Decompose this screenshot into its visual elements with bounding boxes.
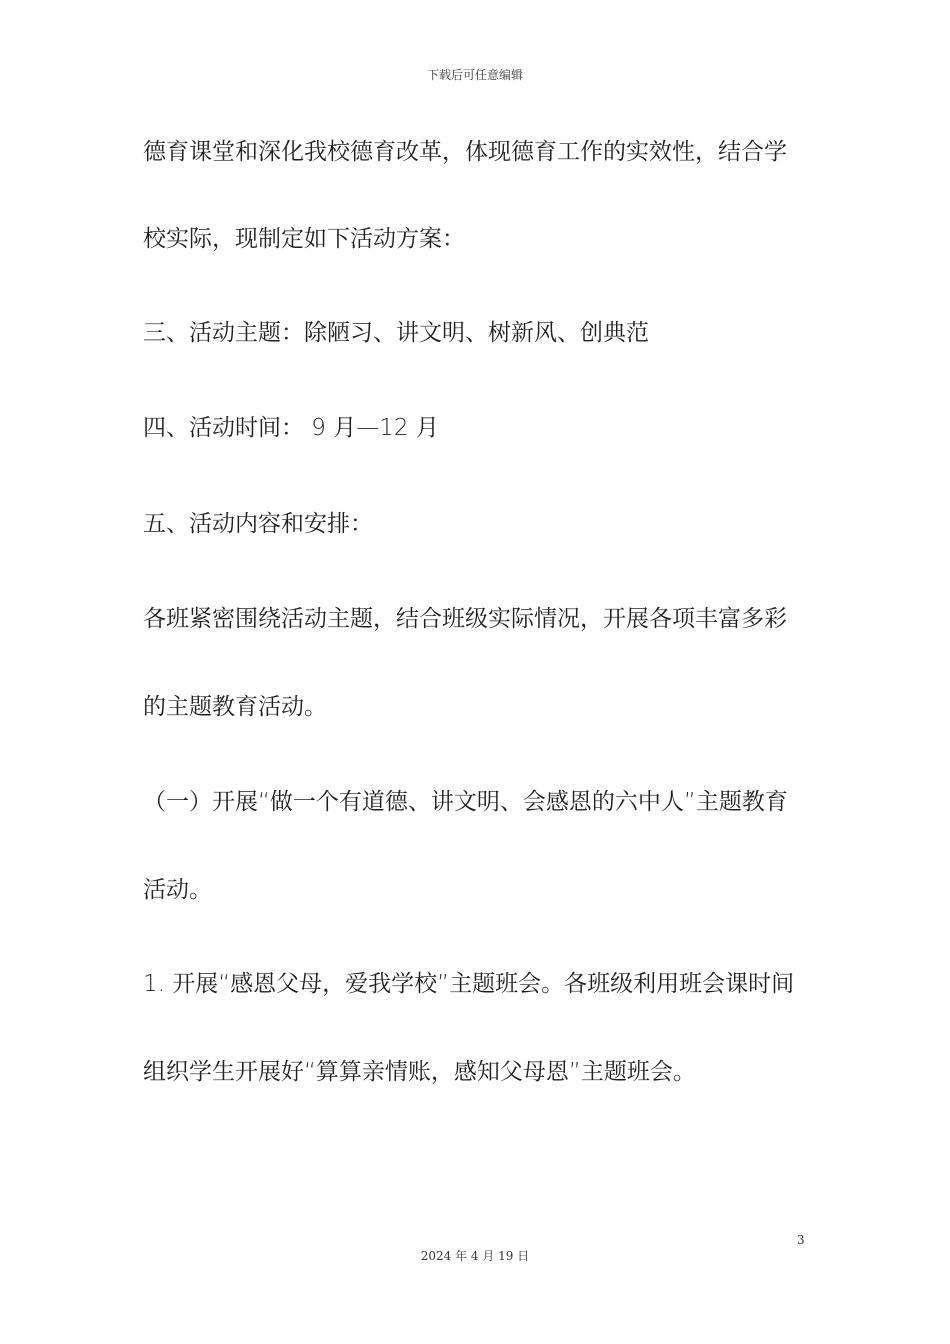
body-line-7: 的主题教育活动。 (143, 694, 327, 720)
body-line-11: 组织学生开展好“算算亲情账，感知父母恩”主题班会。 (143, 1059, 696, 1085)
body-line-6: 各班紧密围绕活动主题，结合班级实际情况，开展各项丰富多彩 (143, 606, 787, 632)
body-line-9: 活动。 (143, 877, 212, 903)
body-line-2: 校实际，现制定如下活动方案： (143, 226, 465, 252)
page-number: 3 (797, 1233, 805, 1247)
body-line-10: 1. 开展“感恩父母，爱我学校”主题班会。各班级利用班会课时间 (143, 971, 795, 997)
footer-date: 2024 年 4 月 19 日 (420, 1249, 530, 1263)
body-line-3: 三、活动主题：除陋习、讲文明、树新风、创典范 (143, 320, 649, 346)
body-line-8: （一）开展“做一个有道德、讲文明、会感恩的六中人”主题教育 (143, 789, 788, 815)
header-note: 下载后可任意编辑 (426, 68, 523, 82)
body-line-1: 德育课堂和深化我校德育改革，体现德育工作的实效性，结合学 (143, 139, 787, 165)
body-line-5: 五、活动内容和安排： (143, 511, 373, 537)
body-line-4: 四、活动时间： 9 月—12 月 (143, 415, 439, 441)
